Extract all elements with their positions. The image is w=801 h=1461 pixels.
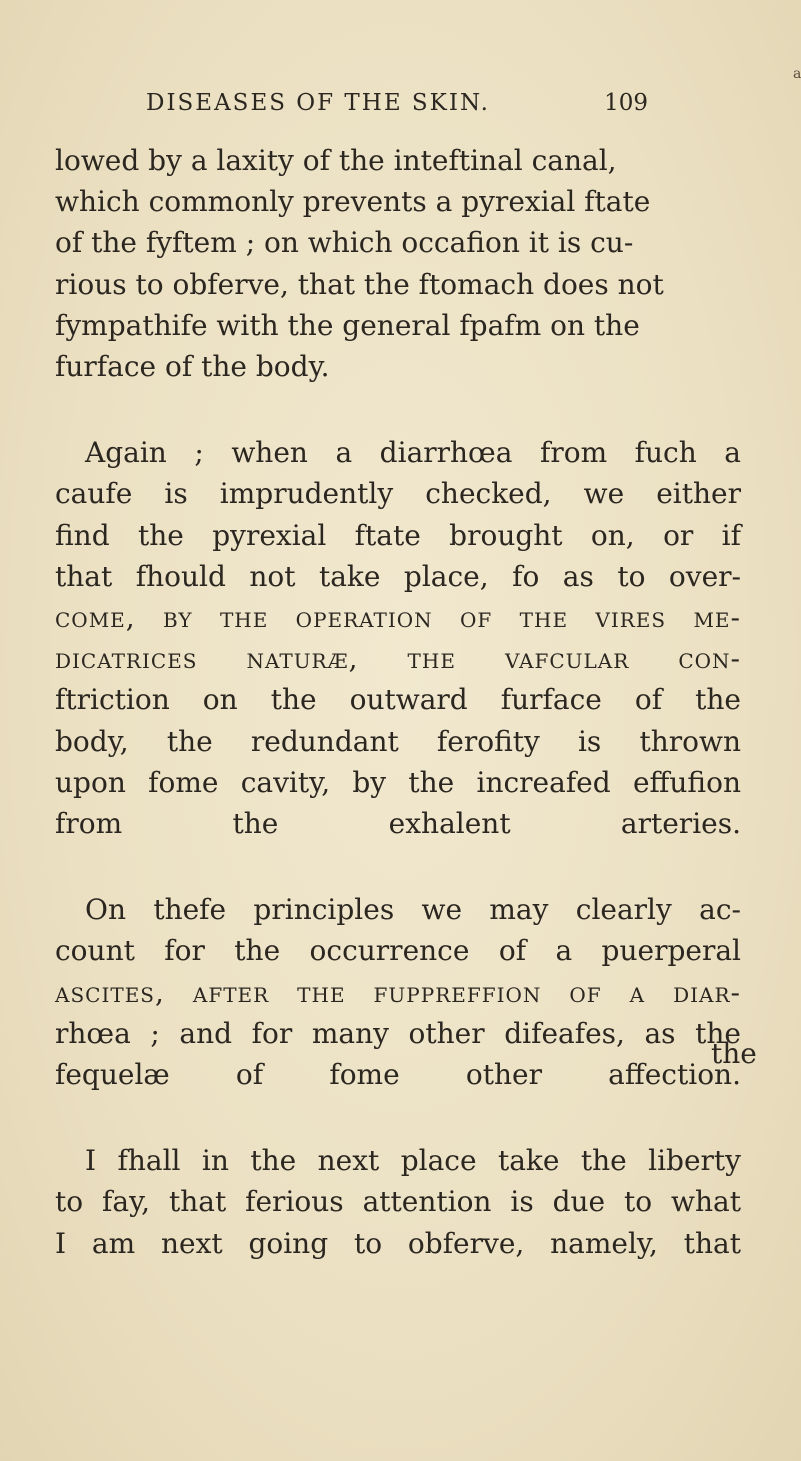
text-line: that fhould not take place, fo as to over- <box>55 559 741 593</box>
text-line: fequelæ of fome other affection. <box>55 1058 741 1092</box>
text-line-small-caps: come, by the operation of the vires me- <box>55 601 741 635</box>
text-line: of the fyftem ; on which occafion it is cu- <box>55 226 634 260</box>
page-number: 109 <box>604 90 648 116</box>
text-line: find the pyrexial ftate brought on, or if <box>55 518 741 552</box>
text-line: count for the occurrence of a puerperal <box>55 934 741 968</box>
text-line: to fay, that ferious attention is due to what <box>55 1185 741 1219</box>
paragraph-2 <box>55 432 741 844</box>
catchword: the <box>711 1037 757 1070</box>
page-mark: a <box>793 66 801 82</box>
paragraph-gap <box>55 387 741 432</box>
body-text <box>55 140 741 1264</box>
text-line: from the exhalent arteries. <box>55 807 741 841</box>
text-line: lowed by a laxity of the inteftinal canal, <box>55 144 617 177</box>
paragraph-gap <box>55 1095 741 1140</box>
paragraph-gap <box>55 844 741 889</box>
text-line: caufe is imprudently checked, we either <box>55 477 741 511</box>
text-line: fympathife with the general fpafm on the <box>55 308 640 342</box>
paragraph-4 <box>55 1140 741 1264</box>
text-line: body, the redundant ferofity is thrown <box>55 724 741 758</box>
running-title: DISEASES OF THE SKIN. <box>146 90 490 116</box>
text-line: upon fome cavity, by the increafed effufion <box>55 765 741 799</box>
paragraph-3 <box>55 889 741 1095</box>
text-line: rious to obferve, that the ftomach does not <box>55 267 664 301</box>
text-line: which commonly prevents a pyrexial ftate <box>55 185 651 219</box>
text-line-small-caps: ascites, after the fuppreffion of a diar- <box>55 975 741 1009</box>
text-line: On thefe principles we may clearly ac- <box>85 893 741 927</box>
text-line: I fhall in the next place take the liberty <box>85 1144 741 1178</box>
paragraph-1 <box>55 140 741 387</box>
text-line: rhœa ; and for many other difeafes, as the <box>55 1016 741 1050</box>
text-line-small-caps: dicatrices naturæ, the vafcular con- <box>55 642 741 676</box>
text-line: I am next going to obferve, namely, that <box>55 1226 741 1260</box>
running-head <box>146 90 648 126</box>
text-line: Again ; when a diarrhœa from fuch a <box>85 436 741 470</box>
text-line: ftriction on the outward furface of the <box>55 683 741 717</box>
text-line: furface of the body. <box>55 350 330 384</box>
